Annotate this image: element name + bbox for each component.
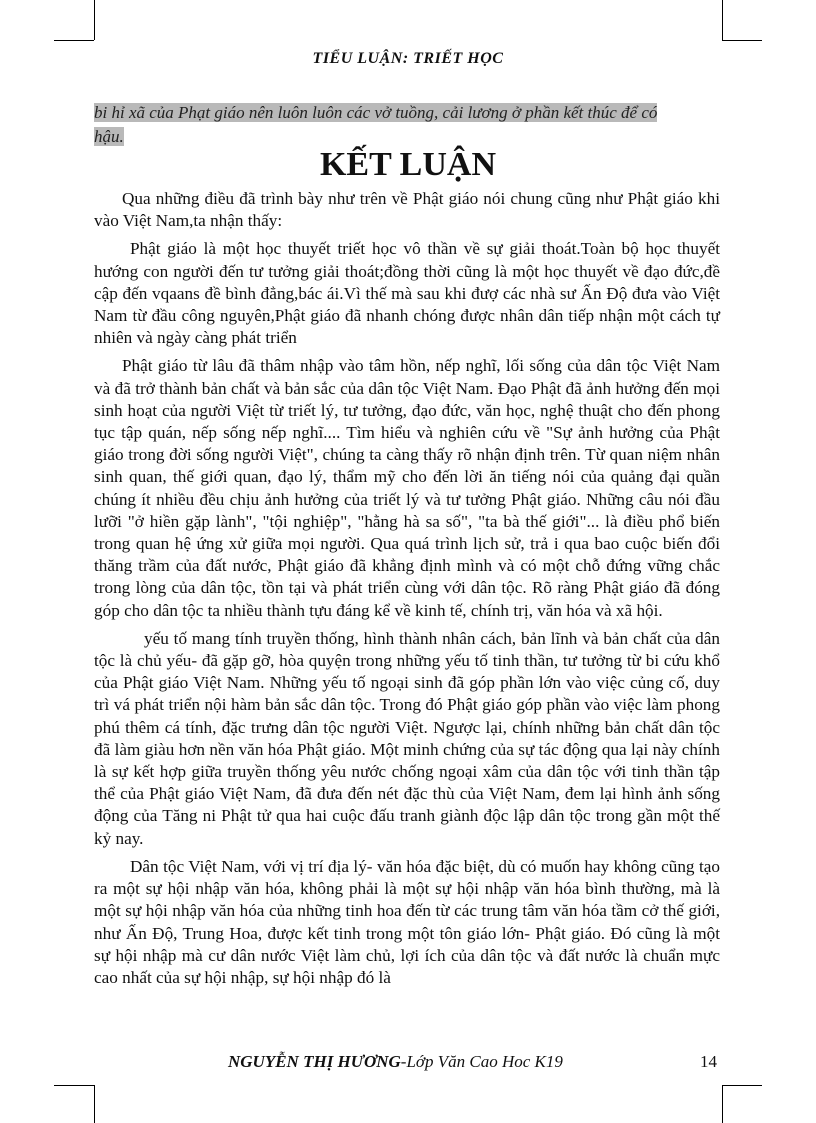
page-number: 14	[700, 1052, 717, 1071]
highlight-part-3: hậu.	[94, 127, 124, 146]
paragraph: Qua những điều đã trình bày như trên về Phật giáo nói chung cũng như Phật giáo khi vào Việt Nam,ta nhận thấy:	[94, 189, 720, 231]
body-text	[94, 188, 720, 995]
crop-mark	[722, 0, 723, 40]
page-header: TIỂU LUẬN: TRIẾT HỌC	[312, 50, 504, 67]
crop-mark	[94, 1085, 95, 1123]
paragraph: yếu tố mang tính truyền thống, hình thành nhân cách, bản lĩnh và bản chất của dân tộc là chủ yếu- đã gặp gỡ, hòa quyện trong những yếu tố tinh thần, tư tưởng từ bi cứu khổ của Phật giáo Việt Nam. Những yếu tố ngoại sinh đã góp phần lớn vào việc củng cố, duy trì vá phát triển nội hàm bản sắc dân tộc. Trong đó Phật giáo góp phần vào việc làm phong phú thêm cá tính, đặc trưng dân tộc người Việt. Ngược lại, chính những bản chất dân tộc đã làm giàu hơn nền văn hóa Phật giáo. Một minh chứng của sự tác động qua lại này chính là sự kết hợp giữa truyền thống yêu nước chống ngoại xâm của dân tộc với tinh thần tập thể của Phật giáo Việt Nam, đã đưa đến nét đặc thù của Việt Nam, đem lại hình ảnh sống động của Tăng ni Phật tử qua hai cuộc đấu tranh giành độc lập dân tộc trong gần một thế kỷ nay.	[94, 628, 720, 848]
section-title: KẾT LUẬN	[319, 146, 497, 183]
crop-mark	[722, 40, 762, 41]
highlight-part-1: bi hỉ xã của Phạt giáo nên luôn luôn các vở tuồng,	[94, 103, 439, 122]
highlighted-text	[94, 101, 722, 149]
paragraph: Dân tộc Việt Nam, với vị trí địa lý- văn hóa đặc biệt, dù có muốn hay không cũng tạo ra một sự hội nhập văn hóa, không phải là một sự hội nhập văn hóa bình thường, mà là một sự hội nhập văn hóa của những tinh hoa đến từ các trung tâm văn hóa tầm cở thế giới, như Ấn Độ, Trung Hoa, được kết tinh trong một tôn giáo lớn- Phật giáo. Đó cũng là một sự hội nhập mà cư dân nước Việt làm chủ, lợi ích của dân tộc và đất nước là chuẩn mực cao nhất của sự hội nhập, sự hội nhập đó là	[94, 856, 720, 987]
crop-mark	[94, 0, 95, 40]
highlight-part-2: cải lương ở phần kết thúc để có	[438, 103, 658, 122]
author-class: -Lớp Văn Cao Hoc K19	[400, 1052, 563, 1071]
crop-mark	[722, 1085, 762, 1086]
author-name: NGUYỄN THỊ HƯƠNG	[228, 1052, 401, 1071]
crop-mark	[54, 1085, 94, 1086]
crop-mark	[722, 1085, 723, 1123]
crop-mark	[54, 40, 94, 41]
paragraph: Phật giáo là một học thuyết triết học vô thần về sự giải thoát.Toàn bộ học thuyết hướng con người đến tư tưởng giải thoát;đồng thời cũng là một học thuyết về đạo đức,đề cập đến vqaans đề bình đẳng,bác ái.Vì thế mà sau khi đượ các nhà sư Ấn Độ đưa vào Việt Nam từ đầu công nguyên,Phật giáo đã nhanh chóng được nhân dân tiếp nhận một cách tự nhiên và ngày càng phát triển	[94, 239, 720, 348]
footer-author	[228, 1052, 563, 1072]
paragraph: Phật giáo từ lâu đã thâm nhập vào tâm hồn, nếp nghĩ, lối sống của dân tộc Việt Nam và đã trở thành bản chất và bản sắc của dân tộc Việt Nam. Đạo Phật đã ảnh hưởng đến mọi sinh hoạt của người Việt từ triết lý, tư tưởng, đạo đức, văn học, nghệ thuật cho đến phong tục tập quán, nếp sống nếp nghĩ.... Tìm hiểu và nghiên cứu về "Sự ảnh hưởng của Phật giáo trong đời sống người Việt", chúng ta càng thấy rõ nhận định trên. Từ quan niệm nhân sinh quan, thế giới quan, đạo lý, thẩm mỹ cho đến lời ăn tiếng nói của quảng đại quần chúng ít nhiều đều chịu ảnh hưởng của triết lý và tư tưởng Phật giáo. Những câu nói đầu lưỡi "ở hiền gặp lành", "tội nghiệp", "hằng hà sa số", "ta bà thế giới"... là điều phổ biến trong quan hệ ứng xử giữa mọi người. Qua quá trình lịch sử, trả i qua bao cuộc biến đổi thăng trầm của đất nước, Phật giáo đã khẳng định mình và có một chỗ đứng vững chắc trong lòng của dân tộc, tồn tại và phát triển cùng với dân tộc. Rõ ràng Phật giáo đã đóng góp cho dân tộc ta nhiều thành tựu đáng kể về kinh tế, chính trị, văn hóa và xã hội.	[94, 356, 720, 620]
